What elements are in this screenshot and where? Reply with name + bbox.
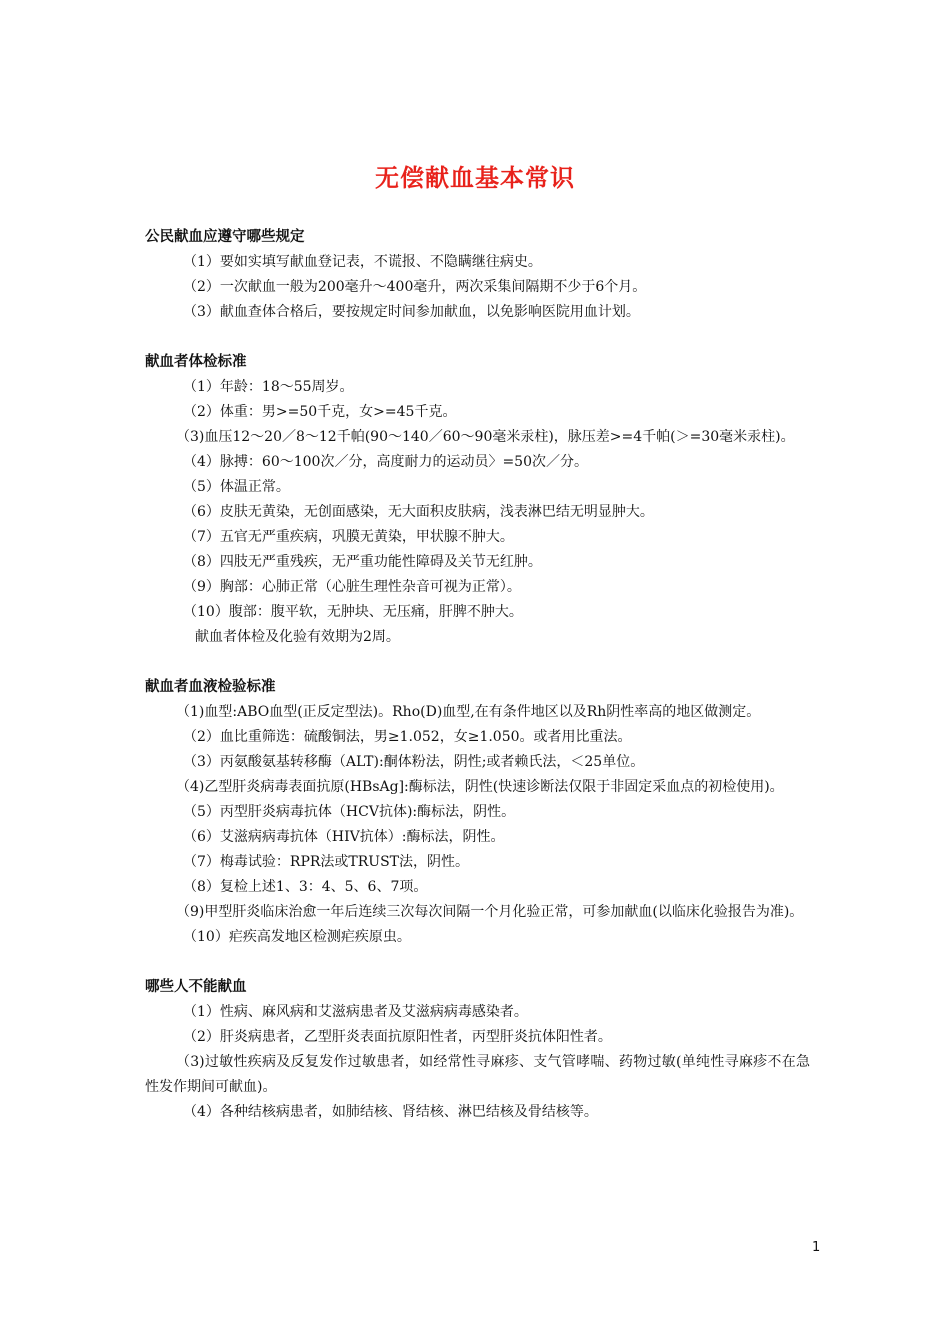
validity-note: 献血者体检及化验有效期为2周。 xyxy=(195,629,400,645)
list-item: （8）复检上述1、3：4、5、6、7项。 xyxy=(183,879,428,895)
section-heading: 献血者血液检验标准 xyxy=(145,679,276,695)
list-item: （4）各种结核病患者，如肺结核、肾结核、淋巴结核及骨结核等。 xyxy=(183,1104,598,1120)
page-number: 1 xyxy=(812,1240,821,1255)
section-heading: 哪些人不能献血 xyxy=(145,979,247,995)
list-item: （7）五官无严重疾病，巩膜无黄染，甲状腺不肿大。 xyxy=(183,529,514,545)
list-item: （3)血压12～20／8～12千帕(90～140／60～90毫米汞柱)，脉压差>=4千帕(＞=30毫米汞柱)。 xyxy=(176,429,795,445)
list-item: （2）肝炎病患者，乙型肝炎表面抗原阳性者，丙型肝炎抗体阳性者。 xyxy=(183,1029,612,1045)
list-item: （5）丙型肝炎病毒抗体（HCV抗体):酶标法，阴性。 xyxy=(183,804,516,820)
list-item: （2）体重：男>=50千克，女>=45千克。 xyxy=(183,404,457,420)
list-item: （3）献血查体合格后，要按规定时间参加献血，以免影响医院用血计划。 xyxy=(183,304,640,320)
list-item: （10）疟疾高发地区检测疟疾原虫。 xyxy=(183,929,411,945)
list-item: （10）腹部：腹平软，无肿块、无压痛，肝脾不肿大。 xyxy=(183,604,523,620)
section-heading: 献血者体检标准 xyxy=(145,354,247,370)
list-item: （7）梅毒试验：RPR法或TRUST法，阴性。 xyxy=(183,854,470,870)
list-item: （1）年龄：18～55周岁。 xyxy=(183,379,354,395)
list-item: （1)血型:ABO血型(正反定型法)。Rho(D)血型,在有条件地区以及Rh阴性率高的地区做测定。 xyxy=(176,704,761,720)
section-heading: 公民献血应遵守哪些规定 xyxy=(145,229,305,245)
list-item: （9）胸部：心肺正常（心脏生理性杂音可视为正常）。 xyxy=(183,579,521,595)
list-item: （9)甲型肝炎临床治愈一年后连续三次每次间隔一个月化验正常，可参加献血(以临床化验报告为准)。 xyxy=(176,904,804,920)
document-body xyxy=(145,225,810,1150)
document-title: 无偿献血基本常识 xyxy=(375,164,575,192)
list-item: （4)乙型肝炎病毒表面抗原(HBsAg]:酶标法，阴性(快速诊断法仅限于非固定采血点的初检使用)。 xyxy=(176,779,784,795)
list-item: （3）丙氨酸氨基转移酶（ALT):酮体粉法，阴性;或者赖氏法，＜25单位。 xyxy=(183,754,645,770)
list-item: （5）体温正常。 xyxy=(183,479,290,495)
section-physical-standards xyxy=(145,350,810,650)
list-item: （1）性病、麻风病和艾滋病患者及艾滋病病毒感染者。 xyxy=(183,1004,528,1020)
list-item: （2）血比重筛选：硫酸铜法，男≥1.052，女≥1.050。或者用比重法。 xyxy=(183,729,632,745)
list-item: （6）艾滋病病毒抗体（HIV抗体）:酶标法，阴性。 xyxy=(183,829,505,845)
section-donor-rules xyxy=(145,225,810,325)
section-blood-tests xyxy=(145,675,810,950)
list-item: （8）四肢无严重残疾，无严重功能性障碍及关节无红肿。 xyxy=(183,554,542,570)
list-item: （6）皮肤无黄染，无创面感染，无大面积皮肤病，浅表淋巴结无明显肿大。 xyxy=(183,504,654,520)
list-item: （4）脉搏：60～100次／分，高度耐力的运动员〉=50次／分。 xyxy=(183,454,588,470)
list-item: （1）要如实填写献血登记表，不谎报、不隐瞒继往病史。 xyxy=(183,254,542,270)
list-item: （2）一次献血一般为200毫升～400毫升，两次采集间隔期不少于6个月。 xyxy=(183,279,647,295)
section-ineligible-donors xyxy=(145,975,810,1125)
list-item: （3)过敏性疾病及反复发作过敏患者，如经常性寻麻疹、支气管哮喘、药物过敏(单纯性寻麻疹不在急性发作期间可献血)。 xyxy=(145,1054,810,1095)
